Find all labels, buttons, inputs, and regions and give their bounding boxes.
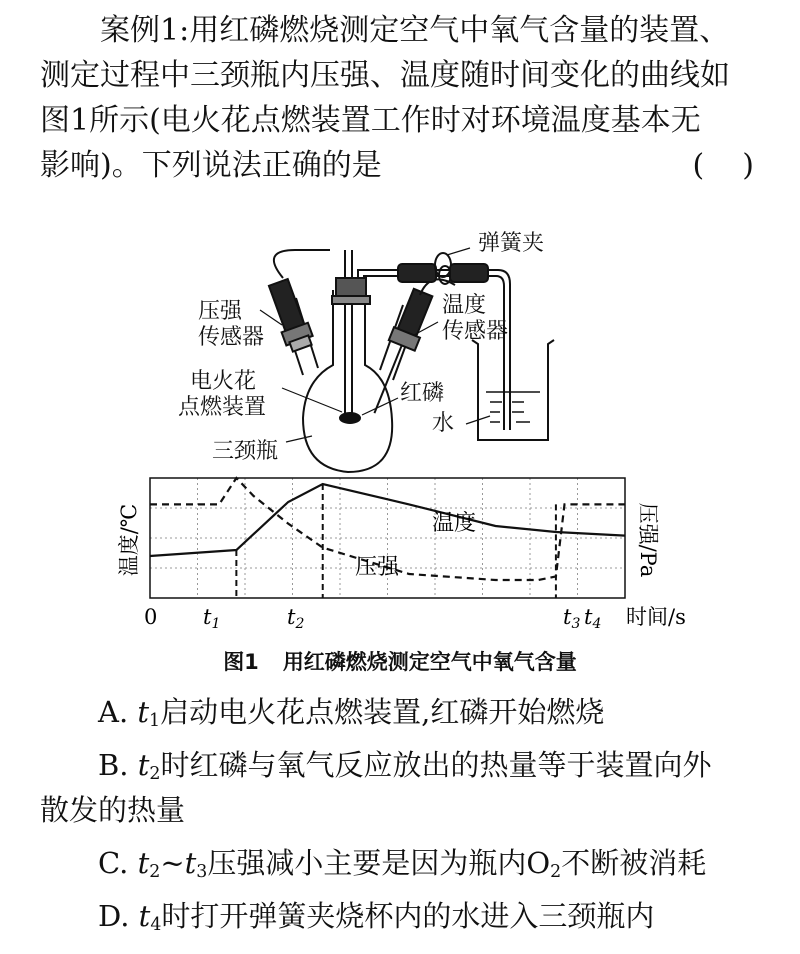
y-axis-label-left: 温度/℃ [117, 503, 141, 577]
chart-grid [150, 478, 625, 598]
label-phosphorus: 红磷 [400, 381, 445, 406]
pressure-sensor-cable [274, 250, 330, 278]
label-water: 水 [432, 411, 455, 436]
pressure-sensor [265, 278, 315, 353]
x-tick-0: 0 [144, 605, 158, 629]
label-flask: 三颈瓶 [212, 439, 279, 464]
x-tick-t4: t4 [584, 605, 602, 632]
option-b[interactable]: B. $t_2$时红磷与氧气反应放出的热量等于装置向外 [98, 748, 712, 784]
label-clamp: 弹簧夹 [478, 231, 545, 256]
answer-bracket: ( ) [692, 148, 754, 183]
label-igniter-1: 电火花 [190, 369, 257, 394]
label-igniter-2: 点燃装置 [178, 395, 267, 420]
chart [117, 478, 686, 632]
figure-caption [0, 646, 800, 676]
beaker-water [486, 392, 540, 422]
question-line-4 [40, 143, 770, 188]
question-stem [40, 8, 770, 188]
figure-1 [0, 210, 800, 640]
apparatus-diagram [260, 248, 554, 472]
option-b-cont: 散发的热量 [40, 793, 186, 827]
series-label-pressure: 压强 [355, 555, 400, 580]
option-a[interactable]: A. $t_1$启动电火花点燃装置,红磷开始燃烧 [98, 695, 605, 731]
three-neck-flask [303, 290, 392, 472]
option-d[interactable]: D. $t_4$时打开弹簧夹烧杯内的水进入三颈瓶内 [98, 899, 655, 935]
series-label-temperature: 温度 [432, 511, 477, 536]
x-tick-t1: t1 [203, 605, 221, 632]
label-temp-sensor-1: 温度 [442, 293, 487, 318]
y-axis-label-right: 压强/Pa [636, 502, 660, 578]
x-tick-t3: t3 [563, 605, 581, 632]
figure-label: 图1 [223, 650, 259, 674]
question-line-4-text: 影响)。下列说法正确的是 [40, 148, 382, 183]
x-axis-label: 时间/s [626, 605, 686, 629]
beaker [472, 340, 554, 440]
x-tick-t2: t2 [287, 605, 305, 632]
question-line-2: 测定过程中三颈瓶内压强、温度随时间变化的曲线如 [40, 58, 730, 93]
question-line-1: 案例1:用红磷燃烧测定空气中氧气含量的装置、 [100, 13, 730, 48]
options [40, 690, 780, 939]
figure-caption-text: 用红磷燃烧测定空气中氧气含量 [282, 650, 577, 674]
question-line-3: 图1所示(电火花点燃装置工作时对环境温度基本无 [40, 103, 701, 138]
label-pressure-sensor-1: 压强 [198, 299, 243, 324]
spring-clamp [398, 264, 436, 282]
option-c[interactable]: C. $t_2\sim t_3$压强减小主要是因为瓶内$O_2$不断被消耗 [98, 846, 707, 882]
label-pressure-sensor-2: 传感器 [198, 325, 265, 350]
red-phosphorus [340, 413, 360, 423]
label-temp-sensor-2: 传感器 [442, 319, 509, 344]
